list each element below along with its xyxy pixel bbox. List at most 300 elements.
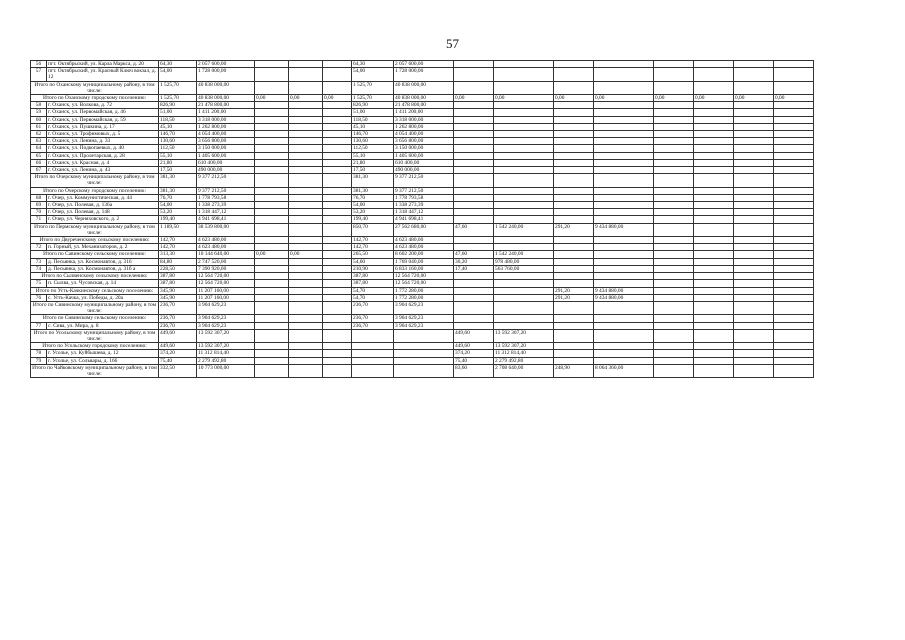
table-cell [774,202,814,209]
table-cell [654,251,694,258]
table-row [31,61,814,68]
table-cell: 236,70 [352,322,394,329]
table-cell [494,315,554,322]
table-row [31,167,814,174]
table-cell [494,167,554,174]
table-cell [454,123,494,130]
table-cell [654,123,694,130]
table-cell [554,216,594,223]
table-cell: 9 434 880,00 [594,223,654,236]
table-cell: с. Усть-Качка, ул. Победы, д. 20а [47,294,159,301]
table-cell [323,244,352,251]
table-cell [394,364,454,377]
table-cell: 45,10 [352,123,394,130]
table-cell: 65 [31,152,47,159]
table-cell: 4 054 400,00 [394,131,454,138]
table-cell: 0,00 [289,251,323,258]
table-cell: 146,70 [352,131,394,138]
table-cell: 79 [31,357,47,364]
table-cell [454,280,494,287]
table-cell: 83,60 [454,364,494,377]
table-cell: 1 411 200,00 [197,109,255,116]
table-cell: 64,30 [159,61,197,68]
table-cell [255,322,289,329]
total-row [31,301,814,314]
table-cell [554,265,594,272]
table-cell: Итого по Чайковскому муниципальному району, в том числе: [32,364,157,377]
table-cell [774,116,814,123]
table-cell [654,315,694,322]
table-cell: 1 772 280,00 [394,294,454,301]
table-cell: 146,70 [159,131,197,138]
table-cell [554,350,594,357]
table-cell: 0,00 [774,95,814,102]
table-cell: 21 478 800,00 [197,102,255,109]
table-cell [774,322,814,329]
table-cell [774,244,814,251]
table-cell: 76,70 [352,194,394,201]
table-cell [255,209,289,216]
table-cell: 4 623 480,00 [394,237,454,244]
table-cell [594,237,654,244]
table-cell: Итого по Оханскому муниципальному району, в том числе: [31,81,159,94]
table-cell [594,301,654,314]
table-cell: 3 656 800,00 [394,138,454,145]
table-cell: 381,30 [159,174,197,187]
table-cell [734,68,774,81]
table-cell: 978 480,00 [494,258,554,265]
table-cell [494,102,554,109]
table-cell: 130,60 [352,138,394,145]
table-cell: 1 405 600,00 [394,152,454,159]
table-cell: 850,70 [352,223,394,236]
table-cell [694,322,734,329]
table-cell: 3 904 629,23 [197,315,255,322]
table-cell [454,159,494,166]
table-cell [654,109,694,116]
table-cell [554,123,594,130]
table-cell: 63 [31,138,47,145]
table-cell [694,109,734,116]
table-cell: 10 773 000,00 [197,364,255,377]
table-cell [594,315,654,322]
table-cell [494,216,554,223]
table-cell [454,194,494,201]
table-cell [694,167,734,174]
table-cell [554,138,594,145]
table-row [31,194,814,201]
table-cell [694,81,734,94]
table-cell: 9 434 880,00 [594,287,654,294]
table-cell [734,258,774,265]
table-cell [734,131,774,138]
table-cell: 381,30 [352,187,394,194]
table-cell [554,68,594,81]
table-cell [734,109,774,116]
table-cell [454,322,494,329]
table-cell: 54,70 [352,287,394,294]
table-cell: 1 772 280,00 [394,287,454,294]
table-cell: 374,20 [159,350,197,357]
table-cell [494,116,554,123]
table-cell [554,343,594,350]
table-cell [774,343,814,350]
table-cell: 1 262 800,00 [197,123,255,130]
table-cell [594,187,654,194]
table-cell: 1 728 000,00 [197,68,255,81]
table-cell [734,357,774,364]
table-cell: Итого по Усть-Качкинскому сельскому поселению: [31,287,159,294]
table-cell [289,329,323,342]
table-cell [494,174,554,187]
table-cell [594,258,654,265]
table-row [31,159,814,166]
total-row [31,187,814,194]
table-cell [774,68,814,81]
table-cell [454,174,494,187]
table-cell [694,350,734,357]
table-cell [654,138,694,145]
table-cell [454,116,494,123]
table-cell: 66 [31,159,47,166]
table-cell: 76 [31,294,47,301]
table-cell [654,343,694,350]
table-cell [554,244,594,251]
table-cell: 12 564 720,00 [394,280,454,287]
total-row [31,315,814,322]
table-cell [255,68,289,81]
table-cell [774,237,814,244]
table-cell [594,131,654,138]
table-cell [694,145,734,152]
table-cell [454,187,494,194]
table-cell [323,209,352,216]
table-cell: 199,40 [159,216,197,223]
table-cell [734,294,774,301]
table-cell [255,329,289,342]
table-cell [289,174,323,187]
table-cell: 75,40 [454,357,494,364]
table-cell: г. Оханск, ул. Волкова, д. 72 [47,102,159,109]
table-cell [323,237,352,244]
table-cell [323,145,352,152]
table-cell: 387,80 [159,273,197,280]
table-cell: 0,00 [594,95,654,102]
table-cell: 291,20 [554,287,594,294]
table-cell [734,322,774,329]
table-cell [323,81,352,94]
table-cell: г. Оханск, ул. Трофимовых, д. 5 [47,131,159,138]
table-cell: Итого по Двуреченскому сельскому поселению: [31,237,159,244]
table-cell [694,202,734,209]
table-cell [594,209,654,216]
table-cell: 9 377 212,50 [197,187,255,194]
total-row [31,237,814,244]
table-cell [255,174,289,187]
table-cell: 73 [31,258,47,265]
table-cell: 449,60 [454,343,494,350]
table-cell [289,194,323,201]
table-cell: 56 [31,61,47,68]
table-cell: 1 189,50 [159,223,197,236]
table-cell [454,61,494,68]
table-cell: 3 904 629,23 [394,315,454,322]
table-cell: 13 592 307,20 [197,329,255,342]
table-cell: 374,20 [454,350,494,357]
table-cell: г. Очер, ул. Полевая, д. 148 [47,209,159,216]
table-cell: 11 312 814,40 [494,350,554,357]
table-cell [394,329,454,342]
table-cell: г. Очер, ул. Черняховского, д. 2 [47,216,159,223]
table-cell [494,202,554,209]
table-cell [494,61,554,68]
table-cell: 563 760,00 [494,265,554,272]
table-cell [255,109,289,116]
table-cell [734,167,774,174]
table-cell: г. Оханск, ул. Пролетарская, д. 28 [47,152,159,159]
table-cell [594,322,654,329]
table-row [31,280,814,287]
table-cell [554,315,594,322]
table-cell: д. Песьянка, ул. Космонавтов, д. 316 [47,258,159,265]
table-cell [594,265,654,272]
table-cell [654,329,694,342]
table-cell: 387,80 [159,280,197,287]
table-cell [694,294,734,301]
table-cell [654,258,694,265]
table-cell: 51,00 [159,109,197,116]
table-cell: 77 [31,322,47,329]
table-cell: 1 525,70 [159,81,197,94]
table-cell [694,315,734,322]
table-cell: 17,50 [352,167,394,174]
table-cell [734,244,774,251]
table-cell [654,202,694,209]
table-cell [654,187,694,194]
table-cell: 75 [31,280,47,287]
table-cell [494,123,554,130]
table-cell: Итого по Пермскому муниципальному району, в том числе: [31,223,159,236]
table-cell: 0,00 [323,95,352,102]
table-cell [255,357,289,364]
table-cell: Итого по Савинскому сельскому поселению: [31,251,159,258]
table-cell: 13 592 307,20 [197,343,255,350]
table-row [31,131,814,138]
table-cell [554,109,594,116]
table-row [31,123,814,130]
table-cell: 142,70 [352,237,394,244]
table-cell: 142,70 [159,237,197,244]
table-cell: 3 150 000,00 [394,145,454,152]
table-cell [654,223,694,236]
table-cell [494,159,554,166]
table-cell [323,251,352,258]
table-cell: 47,60 [454,223,494,236]
table-row [31,102,814,109]
table-cell: 236,70 [352,301,394,314]
table-cell [734,287,774,294]
table-cell [694,265,734,272]
table-cell [654,61,694,68]
table-cell [323,343,352,350]
table-cell: 0,00 [255,251,289,258]
table-cell: 68 [31,194,47,201]
table-cell: Итого по Очерскому муниципальному району, в том числе: [31,174,159,187]
total-row [31,251,814,258]
table-cell: 74 [31,265,47,272]
table-cell: 30,20 [454,258,494,265]
table-cell: 142,70 [352,244,394,251]
table-cell [494,322,554,329]
table-cell [654,244,694,251]
table-row [31,350,814,357]
table-cell [323,280,352,287]
table-cell: 7 390 920,00 [197,265,255,272]
table-cell: 72 [31,244,47,251]
table-row [31,244,814,251]
table-cell: 54,00 [159,202,197,209]
table-cell: 4 941 698,41 [394,216,454,223]
table-cell: 55,10 [352,152,394,159]
table-cell [323,187,352,194]
table-cell: 3 150 000,00 [197,145,255,152]
table-cell: 3 904 629,23 [394,322,454,329]
table-cell: 9 377 212,50 [197,174,255,187]
table-cell: 2 279 492,80 [197,357,255,364]
table-cell [323,123,352,130]
table-cell [554,273,594,280]
table-cell [694,329,734,342]
table-cell [654,294,694,301]
table-cell [454,102,494,109]
total-row [31,329,814,342]
table-cell [654,364,694,377]
table-cell: 1 338 273,39 [394,202,454,209]
table-cell [255,265,289,272]
table-cell: 75,40 [159,357,197,364]
table-cell: 291,20 [554,223,594,236]
table-cell [323,223,352,236]
table-cell [255,202,289,209]
table-cell [654,131,694,138]
table-cell: 11 207 160,00 [197,287,255,294]
table-cell [494,131,554,138]
table-cell: 1 769 040,00 [394,258,454,265]
table-cell: г. Оханск, ул. Подкопаевых, д. 40 [47,145,159,152]
table-cell: 9 377 212,50 [394,187,454,194]
table-cell [774,315,814,322]
table-cell: 12 564 720,00 [394,273,454,280]
table-cell [554,202,594,209]
table-row [31,357,814,364]
table-cell [255,152,289,159]
total-row [31,95,814,102]
table-cell [255,258,289,265]
table-cell: 313,30 [159,251,197,258]
table-cell [654,174,694,187]
table-cell: 826,90 [159,102,197,109]
table-cell [494,145,554,152]
table-cell: г. Усолье, ул. Сольвары, д. 166 [47,357,159,364]
table-cell [554,159,594,166]
table-cell: Итого по Усольскому городскому поселению: [31,343,159,350]
table-cell [654,301,694,314]
table-cell: 2 279 492,80 [494,357,554,364]
table-cell [694,187,734,194]
table-cell [554,258,594,265]
table-cell [654,265,694,272]
table-row [31,322,814,329]
table-cell [255,102,289,109]
table-cell [323,364,352,377]
table-cell: 291,20 [554,294,594,301]
table-cell: 12 564 720,00 [197,280,255,287]
table-cell: Итого по Усольскому муниципальному району, в том числе: [31,329,159,342]
table-cell [289,116,323,123]
table-cell [289,109,323,116]
table-cell [323,109,352,116]
table-row [31,152,814,159]
table-cell [554,301,594,314]
table-cell: 1 778 793,58 [394,194,454,201]
table-cell [255,244,289,251]
table-cell: 6 833 160,00 [394,265,454,272]
table-cell: 332,50 [159,364,197,377]
table-cell [734,223,774,236]
table-cell [654,102,694,109]
table-cell [734,216,774,223]
table-cell [323,322,352,329]
table-cell: 236,70 [159,322,197,329]
table-row [31,109,814,116]
table-cell [774,152,814,159]
table-cell: 387,80 [352,273,394,280]
table-cell [323,287,352,294]
table-cell: 1 411 200,00 [394,109,454,116]
table-cell: 21,80 [352,159,394,166]
table-cell [255,223,289,236]
table-cell [694,123,734,130]
table-cell: 4 623 480,00 [394,244,454,251]
table-cell [255,194,289,201]
table-cell [454,237,494,244]
table-cell [554,329,594,342]
table-cell: 53,20 [159,209,197,216]
table-cell: 54,00 [159,68,197,81]
table-cell [323,138,352,145]
table-cell: 142,70 [159,244,197,251]
table-cell [323,357,352,364]
table-cell: 55,10 [159,152,197,159]
table-cell [352,350,394,357]
table-cell: д. Песьянка, ул. Космонавтов, д. 31б а [47,265,159,272]
table-cell [734,237,774,244]
table-cell [734,123,774,130]
table-cell: 3 318 000,00 [197,116,255,123]
table-cell [694,273,734,280]
total-row [31,287,814,294]
table-cell [734,209,774,216]
table-cell [694,152,734,159]
table-cell [289,258,323,265]
table-cell [494,138,554,145]
table-cell [734,350,774,357]
table-cell [774,81,814,94]
table-row [31,116,814,123]
table-cell [323,174,352,187]
table-cell [289,237,323,244]
table-cell [494,294,554,301]
